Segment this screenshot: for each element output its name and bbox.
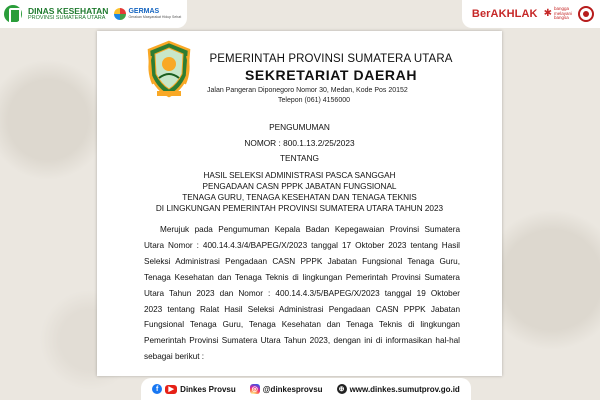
announcement-document xyxy=(97,31,502,376)
subject-line: PENGADAAN CASN PPPK JABATAN FUNGSIONAL xyxy=(202,182,397,191)
footer-website[interactable] xyxy=(337,384,460,394)
germas-logo xyxy=(114,8,181,20)
body-line: Utara Tahun 2023 dan Nomor : 400.14.4.3/5/BAPEG/X/2023 tanggal 19 Oktober xyxy=(144,288,460,298)
dinkes-subtitle: PROVINSI SUMATERA UTARA xyxy=(28,15,106,21)
footer-website-url[interactable]: www.dinkes.sumutprov.go.id xyxy=(349,384,460,394)
bangga-melayani-logo xyxy=(544,7,572,21)
bangga-line-3: bangsa xyxy=(553,15,569,21)
body-line: Merujuk pada Pengumuman Kepala Badan Kepegawaian Provinsi Sumatera xyxy=(160,225,460,234)
dinkes-title: DINAS KESEHATAN xyxy=(28,5,109,16)
body-line: 2023 tentang Ralat Hasil Seleksi Administrasi Pengadaan CASN PPPK Jabatan xyxy=(144,304,460,314)
letterhead-address: Jalan Pangeran Diponegoro Nomor 30, Medan, Kode Pos 20152 xyxy=(207,87,408,94)
footer-instagram-handle[interactable]: @dinkesprovsu xyxy=(262,384,323,394)
letterhead-org: PEMERINTAH PROVINSI SUMATERA UTARA xyxy=(209,53,453,65)
subject-line: TENAGA GURU, TENAGA KESEHATAN DAN TENAGA TEKNIS xyxy=(182,193,417,202)
bangga-icon: ✱ xyxy=(543,8,552,19)
bangga-line-2: melayani xyxy=(553,10,572,16)
body-line: Pemerintah Provinsi Sumatera Utara Tahun 2023, dengan ini di informasikan hal-hal xyxy=(144,336,460,346)
body-line: Seleksi Administrasi Pengadaan CASN PPPK Jabatan Fungsional Tenaga Guru, xyxy=(144,256,460,266)
dinkes-text xyxy=(28,7,108,22)
announcement-number: NOMOR : 800.1.13.2/25/2023 xyxy=(244,138,355,148)
letterhead-unit: SEKRETARIAT DAERAH xyxy=(244,67,418,83)
letterhead-phone: Telepon (061) 4156000 xyxy=(278,97,351,104)
youtube-icon[interactable]: ▶ xyxy=(165,385,177,394)
instagram-icon[interactable]: ◎ xyxy=(251,385,258,393)
germas-subtitle: Gerakan Masyarakat Hidup Sehat xyxy=(128,15,182,20)
body-line: Fungsional Tenaga Guru, Tenaga Kesehatan dan Tenaga Teknis di lingkungan xyxy=(144,320,460,330)
germas-text xyxy=(128,8,181,20)
brand-left xyxy=(0,0,187,28)
subject-line: HASIL SELEKSI ADMINISTRASI PASCA SANGGAH xyxy=(203,171,396,180)
subject-line: DI LINGKUNGAN PEMERINTAH PROVINSI SUMATERA UTARA TAHUN 2023 xyxy=(155,204,444,213)
berakhlak-logo-text: BerAKHLAK xyxy=(471,8,538,20)
sumut-emblem-icon xyxy=(145,40,193,98)
bangga-text xyxy=(554,7,572,21)
pemprov-logo-icon xyxy=(578,6,594,22)
announcement-heading: PENGUMUMAN xyxy=(269,122,330,132)
letterhead xyxy=(201,53,461,104)
body-line: Tenaga Kesehatan dan Tenaga Teknis di lingkungan Pemerintah Provinsi Sumatera xyxy=(144,272,460,282)
germas-icon xyxy=(114,8,126,20)
announcement-subject xyxy=(97,170,502,214)
body-line: sebagai berikut : xyxy=(144,352,205,362)
announcement-body xyxy=(144,222,460,365)
announcement-about: TENTANG xyxy=(279,153,320,163)
web-icon[interactable]: ⊕ xyxy=(337,384,347,394)
footer-social-bar xyxy=(141,378,471,400)
top-brand-bar xyxy=(0,0,600,28)
footer-instagram[interactable] xyxy=(250,384,323,394)
footer-social-facebook-youtube[interactable] xyxy=(152,384,236,394)
germas-title: GERMAS xyxy=(128,8,160,16)
bangga-line-1: bangga xyxy=(553,6,570,12)
body-line: Utara Nomor : 400.14.4.3/4/BAPEG/X/2023 tanggal 17 Oktober 2023 tentang Hasil xyxy=(144,240,460,250)
footer-social-name[interactable]: Dinkes Provsu xyxy=(180,384,236,394)
dinkes-logo-icon xyxy=(4,5,22,23)
facebook-icon[interactable]: f xyxy=(152,384,162,394)
brand-right xyxy=(462,0,600,28)
